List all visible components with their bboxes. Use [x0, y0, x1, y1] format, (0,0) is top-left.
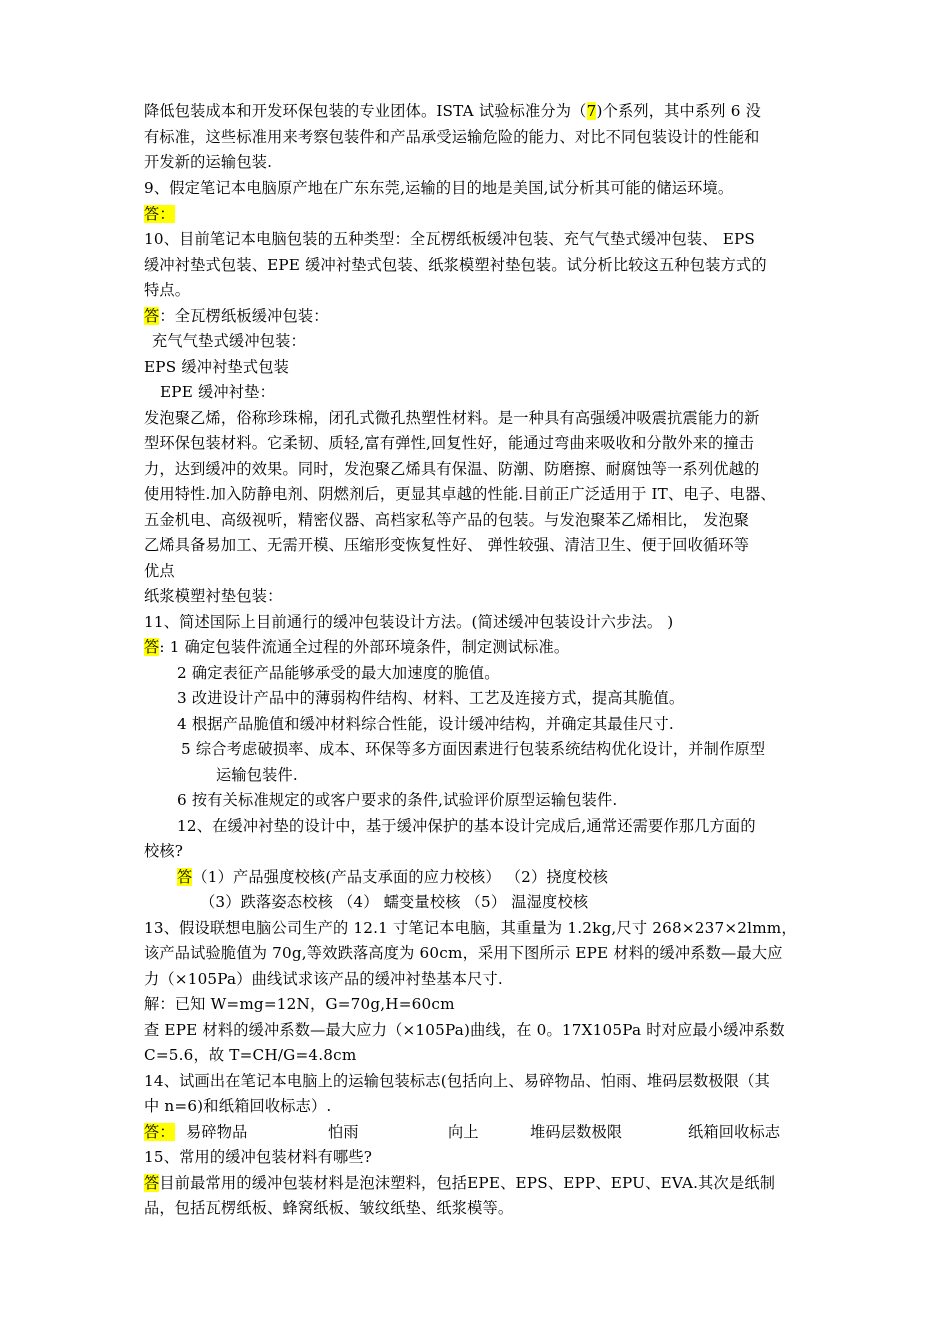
question-15: 15、常用的缓冲包装材料有哪些? [144, 1148, 373, 1166]
mark-item: 易碎物品 [186, 1123, 248, 1141]
text-line: EPE 缓冲衬垫： [160, 383, 275, 401]
text-line: C=5.6，故 T=CH/G=4.8cm [144, 1046, 357, 1064]
question-11: 11、简述国际上目前通行的缓冲包装设计方法。(简述缓冲包装设计六步法。 ) [144, 613, 674, 631]
question-10: 10、目前笔记本电脑包装的五种类型：全瓦楞纸板缓冲包装、充气气垫式缓冲包装、 EPS [144, 230, 756, 248]
text-line: （3）跌落姿态校核 （4） 蠕变量校核 （5） 温湿度校核 [200, 893, 589, 911]
answer-line: 答：全瓦楞纸板缓冲包装： [144, 307, 329, 325]
question-14: 14、试画出在笔记本电脑上的运输包装标志(包括向上、易碎物品、怕雨、堆码层数极限（其 [144, 1072, 770, 1090]
answer-line: 答（1）产品强度校核(产品支承面的应力校核） （2）挠度校核 [177, 868, 608, 886]
text-line: 该产品试验脆值为 70g,等效跌落高度为 60cm，采用下图所示 EPE 材料的缓冲系数—最大应 [144, 944, 783, 962]
list-item: 3 改进设计产品中的薄弱构件结构、材料、工艺及连接方式，提高其脆值。 [177, 689, 685, 707]
text-line: 降低包装成本和开发环保包装的专业团体。ISTA 试验标准分为（7)个系列，其中系列 6 没 [144, 102, 761, 120]
text-line: 缓冲衬垫式包装、EPE 缓冲衬垫式包装、纸浆模塑衬垫包装。试分析比较这五种包装方式的 [144, 256, 767, 274]
highlight-answer: 7 [586, 102, 597, 120]
list-item: 4 根据产品脆值和缓冲材料综合性能，设计缓冲结构，并确定其最佳尺寸. [177, 715, 674, 733]
text-line: 五金机电、高级视听，精密仪器、高档家私等产品的包装。与发泡聚苯乙烯相比， 发泡聚 [144, 511, 750, 529]
text-line: 充气气垫式缓冲包装： [152, 332, 306, 350]
question-12: 12、在缓冲衬垫的设计中，基于缓冲保护的基本设计完成后,通常还需要作那几方面的 [177, 817, 756, 835]
mark-item: 堆码层数极限 [530, 1123, 623, 1141]
text-line: 力（×105Pa）曲线试求该产品的缓冲衬垫基本尺寸. [144, 970, 503, 988]
text-line: 品，包括瓦楞纸板、蜂窝纸板、皱纹纸垫、纸浆模等。 [144, 1199, 514, 1217]
text-line: 特点。 [144, 281, 191, 299]
text-line: 运输包装件. [216, 766, 298, 784]
text-line: 优点 [144, 562, 175, 580]
text-line: 纸浆模塑衬垫包装： [144, 587, 283, 605]
answer-line: 答目前最常用的缓冲包装材料是泡沫塑料，包括EPE、EPS、EPP、EPU、EVA.其次是纸制 [144, 1174, 776, 1192]
question-9: 9、假定笔记本电脑原产地在广东东莞,运输的目的地是美国,试分析其可能的储运环境。 [144, 179, 734, 197]
answer-label [144, 204, 175, 226]
list-item: 2 确定表征产品能够承受的最大加速度的脆值。 [177, 664, 500, 682]
text-line: EPS 缓冲衬垫式包装 [144, 358, 290, 376]
highlight-answer-label: 答 [144, 1174, 160, 1192]
answer-line [144, 1122, 844, 1144]
text-line: 校核? [144, 842, 184, 860]
mark-item: 向上 [448, 1123, 479, 1141]
highlight-answer-label: 答 [144, 307, 160, 325]
mark-item: 纸箱回收标志 [688, 1123, 781, 1141]
list-item: 6 按有关标准规定的或客户要求的条件,试验评价原型运输包装件. [177, 791, 618, 809]
text-line: 力，达到缓冲的效果。同时，发泡聚乙烯具有保温、防潮、防磨擦、耐腐蚀等一系列优越的 [144, 460, 760, 478]
mark-item: 怕雨 [328, 1123, 359, 1141]
highlight-answer-label: 答 [177, 868, 193, 886]
text-line: 开发新的运输包装. [144, 153, 273, 171]
highlight-answer-label: 答 [144, 638, 160, 656]
text-line: 发泡聚乙烯，俗称珍珠棉，闭孔式微孔热塑性材料。是一种具有高强缓冲吸震抗震能力的新 [144, 409, 760, 427]
question-13: 13、假设联想电脑公司生产的 12.1 寸笔记本电脑，其重量为 1.2kg,尺寸 268×237×2lmm， [144, 919, 797, 937]
highlight-answer-label: 答： [144, 1123, 175, 1141]
text-line: 查 EPE 材料的缓冲系数—最大应力（×105Pa)曲线，在 0。17X105Pa 时对应最小缓冲系数 [144, 1021, 785, 1039]
list-item: 5 综合考虑破损率、成本、环保等多方面因素进行包装系统结构优化设计，并制作原型 [181, 740, 766, 758]
text-line: 有标准，这些标准用来考察包装件和产品承受运输危险的能力、对比不同包装设计的性能和 [144, 128, 760, 146]
text-line: 中 n=6)和纸箱回收标志）. [144, 1097, 332, 1115]
highlight-answer-label: 答： [144, 205, 175, 223]
text-line: 使用特性.加入防静电剂、阴燃剂后，更显其卓越的性能.目前正广泛适用于 IT、电子、电器、 [144, 485, 776, 503]
text-line: 乙烯具备易加工、无需开模、压缩形变恢复性好、 弹性较强、清洁卫生、便于回收循环等 [144, 536, 750, 554]
answer-line: 答: 1 确定包装件流通全过程的外部环境条件，制定测试标准。 [144, 638, 570, 656]
text-line: 型环保包装材料。它柔韧、质轻,富有弹性,回复性好，能通过弯曲来吸收和分散外来的撞击 [144, 434, 755, 452]
solution-line: 解：已知 W=mg=12N，G=70g,H=60cm [144, 995, 455, 1013]
